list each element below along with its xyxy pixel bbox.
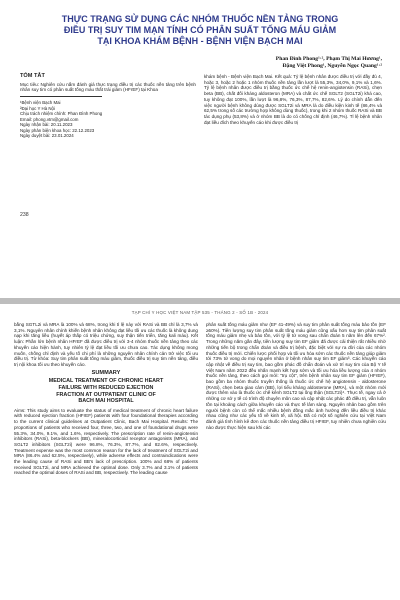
- affiliations: [20, 100, 196, 139]
- summary-heading: TÓM TẮT: [20, 73, 45, 79]
- left-column: [14, 322, 198, 477]
- right-column: [206, 322, 386, 431]
- left-column: [20, 74, 196, 139]
- abstract-vi-continuation: bằng SGTL2i và MRA là 100% và 68%, trong khi tỉ lệ này với RASi và BB chỉ là 3,7% và 3,1%. Nguyên nhân chính khiến bệnh nhân không đạt liều tối ưu các thuốc là không dung nạp khi tăng liều (huyết áp thấp có triệu chứng, suy thận tiến triển, tăng kali máu). Kết luận: Phần lớn bệnh nhân HFrEF đã được điều trị với 3-4 nhóm thuốc nền tảng theo các khuyến cáo hiện hành, tuy nhiên tỷ lệ đạt liều tối ưu chưa cao. Tác dụng không mong muốn, chống chỉ định và yếu tố chi phí là những nguyên nhân chính cản trở việc tối ưu điều trị. Từ khóa: Suy tim phân suất tống máu giảm, thuốc điều trị suy tim nền tảng, điều trị nội khoa tối ưu theo khuyến cáo.: [14, 322, 198, 367]
- article-page-1: [0, 0, 400, 298]
- title-line: TẠI KHOA KHÁM BỆNH - BỆNH VIỆN BẠCH MAI: [97, 36, 303, 46]
- affiliation-1: ¹Bệnh viện Bạch Mai: [20, 100, 61, 106]
- article-title-vi: [20, 14, 380, 47]
- summary-heading-en: SUMMARY: [91, 369, 121, 376]
- title-line: MEDICAL TREATMENT OF CHRONIC HEART: [48, 378, 164, 385]
- authors-line: Phan Đình Phong¹·², Phạm Thị Mai Hương¹,: [275, 56, 382, 62]
- page-number: 238: [20, 212, 29, 218]
- title-line: THỰC TRẠNG SỬ DỤNG CÁC NHÓM THUỐC NỀN TẢNG TRONG: [61, 14, 339, 24]
- affiliation-2: ²Đại học Y Hà Nội: [20, 105, 55, 111]
- running-head: TẠP CHÍ Y HỌC VIỆT NAM TẬP 535 - THÁNG 2 - SỐ 1B - 2024: [131, 310, 269, 315]
- abstract-en: Aims: This study aims to evaluate the status of medical treatment of chronic heart failure with reduced ejection fraction (HFrEF) patients with four foundational therapies according to the current clinical guidelines at Outpatient Clinic, Bach Mai Hospital. Results: The proportions of patients who received four, three, two, and one of foundational drugs were 55.3%, 34.0%, 9.1%, and 1.6%, respectively. The prescription rate of renin-angiotensin inhibitors (RASi), beta-blockers (BB), mineralocorticoid receptor antagonists (MRA), and SGLT2 inhibitors (SGLT2i) were 96.8%, 76.3%, 87.7%, and 82.6%, respectively. Treatment expense was the most common reason for the lack of treatment of SGLT2i and MRA (86.4% and 62.5%, respectively), while adverse effects and contraindications were the leading cause of RASi and BB's lack of prescription. 100% and 68% of patients received SGLT2i, and MRA achieved the optimal dose. Only 3.7% and 3.1% of patients reached the optimal doses of RASi and BB, respectively. The leading cause: [14, 407, 198, 476]
- date-approved: Ngày duyệt bài: 23.01.2024: [20, 133, 74, 139]
- article-title-en: [14, 378, 198, 404]
- right-column: [204, 74, 382, 126]
- date-reviewed: Ngày phản biện khoa học: 22.12.2023: [20, 127, 95, 133]
- title-line: FRACTION AT OUTPATIENT CLINIC OF: [56, 391, 156, 398]
- email: Email: phong.vtm@gmail.com: [20, 116, 79, 122]
- abstract-continuation: khám bệnh - Bệnh viện Bạch Mai. Kết quả: Tỷ lệ bệnh nhân được điều trị với đầy đủ 4, hoặc 3, hoặc 2 hoặc 1 nhóm thuốc nền tảng lần lượt là 55,3%, 34,0%, 9,1% và 1,6%. Tỷ lệ bệnh nhân được điều trị bằng thuốc ức chế hệ renin-angiotensin (RASi), chẹn beta (BB), chất đối kháng aldosteron (MRA) và chất ức chế SGLT2 (SGLT2i) khá cao, tuy không đạt 100%, lần lượt là 96,8%, 76,3%, 87,7%, 82,6%. Lý do chính dẫn đến việc người bệnh không dùng được SGLT2i và MRA là do điều kiện kinh tế (86,4% và 62,5% trong số các trường hợp không dùng thuốc), trong khi 2 nhóm thuốc RASi và BB tác dụng phụ (53,8%) và ở nhóm BB là do có chống chỉ định (46,7%). Tỉ lệ bệnh nhân đạt liều đích theo khuyến cáo khi được điều trị: [204, 74, 382, 125]
- introduction-text: phân suất tống máu giảm như (EF 41-49%) và suy tim phân suất tống máu bảo tồn (EF ≥50%). Tiên lượng suy tim phân suất tống máu giảm cũng xấu hơn suy tim phân suất tống máu giảm nhẹ và bảo tồn, với tỷ lệ tử vong sau chẩn đoán 5 năm lên đến 67%². Trong những năm gần đây, tiên lượng suy tim EF giảm đã được cải thiện rất nhiều nhờ những tiến bộ trong chẩn đoán và điều trị bệnh, đặc biệt với sự ra đời của các nhóm thuốc điều trị mới. Chiến lược phối hợp và tối ưu hóa sớm các thuốc nền tảng giúp giảm tới 73% tử vong do mọi nguyên nhân ở bệnh nhân suy tim EF giảm³. Các khuyến cáo cập nhật về điều trị suy tim, bao gồm phác đồ chẩn đoán và xử trí suy tim của Bộ Y tế Việt Nam năm 2022 đều nhấn mạnh kết hợp sớm và tối ưu hóa liều lượng của 4 nhóm thuốc nền tảng, theo cách gọi mới: "trụ cột", trên bệnh nhân suy tim EF giảm (HFrEF), bao gồm ba nhóm thuốc truyền thống là thuốc ức chế hệ angiotensin - aldosterone (RASi), chẹn beta giao cảm (BB), lợi tiểu kháng aldosterone (MRA), và một nhóm mới được thêm vào là thuốc ức chế kênh SGLT2 tại ống thận (SGLT2i)⁴. Thực tế, ngay cả ở những cơ sở y tế có trình độ chuyên môn cao và cập nhật các phác đồ điều trị, vẫn luôn tồn tại khoảng cách giữa khuyến cáo và thực tế lâm sàng. Nguyên nhân bao gồm trên người bệnh còn có thể mắc nhiều bệnh đồng mắc ảnh hưởng đến liều điều trị khác nhau cũng như các yếu tố về kinh tế, xã hội. Đã có một số nghiên cứu tại Việt Nam đánh giá tình hình kê đơn các thuốc nền tảng điều trị HFrEF, tuy nhiên chưa nghiên cứu nào được thực hiện sau khi các: [206, 322, 386, 430]
- authors-line: Đặng Việt Phong¹, Nguyễn Ngọc Quang¹·²: [282, 63, 382, 70]
- title-line: ĐIỀU TRỊ SUY TIM MẠN TÍNH CÓ PHÂN SUẤT TỐNG MÁU GIẢM: [63, 25, 337, 35]
- corresponding-author: Chịu trách nhiệm chính: Phan Đình Phong: [20, 111, 103, 117]
- author-list: [276, 56, 382, 70]
- title-line: BACH MAI HOSPITAL: [78, 398, 134, 405]
- date-received: Ngày nhận bài: 20.11.2023: [20, 122, 73, 128]
- summary-text: Mục tiêu: Nghiên cứu nắm đánh giá thực trạng điều trị các thuốc nền tảng trên bệnh nhân suy tim có phân suất tống máu thất trái giảm (HFrEF) tại Khoa: [20, 81, 196, 93]
- footnote-divider: [20, 96, 102, 97]
- article-page-2: [0, 304, 400, 600]
- title-line: FAILURE WITH REDUCED EJECTION: [58, 384, 154, 391]
